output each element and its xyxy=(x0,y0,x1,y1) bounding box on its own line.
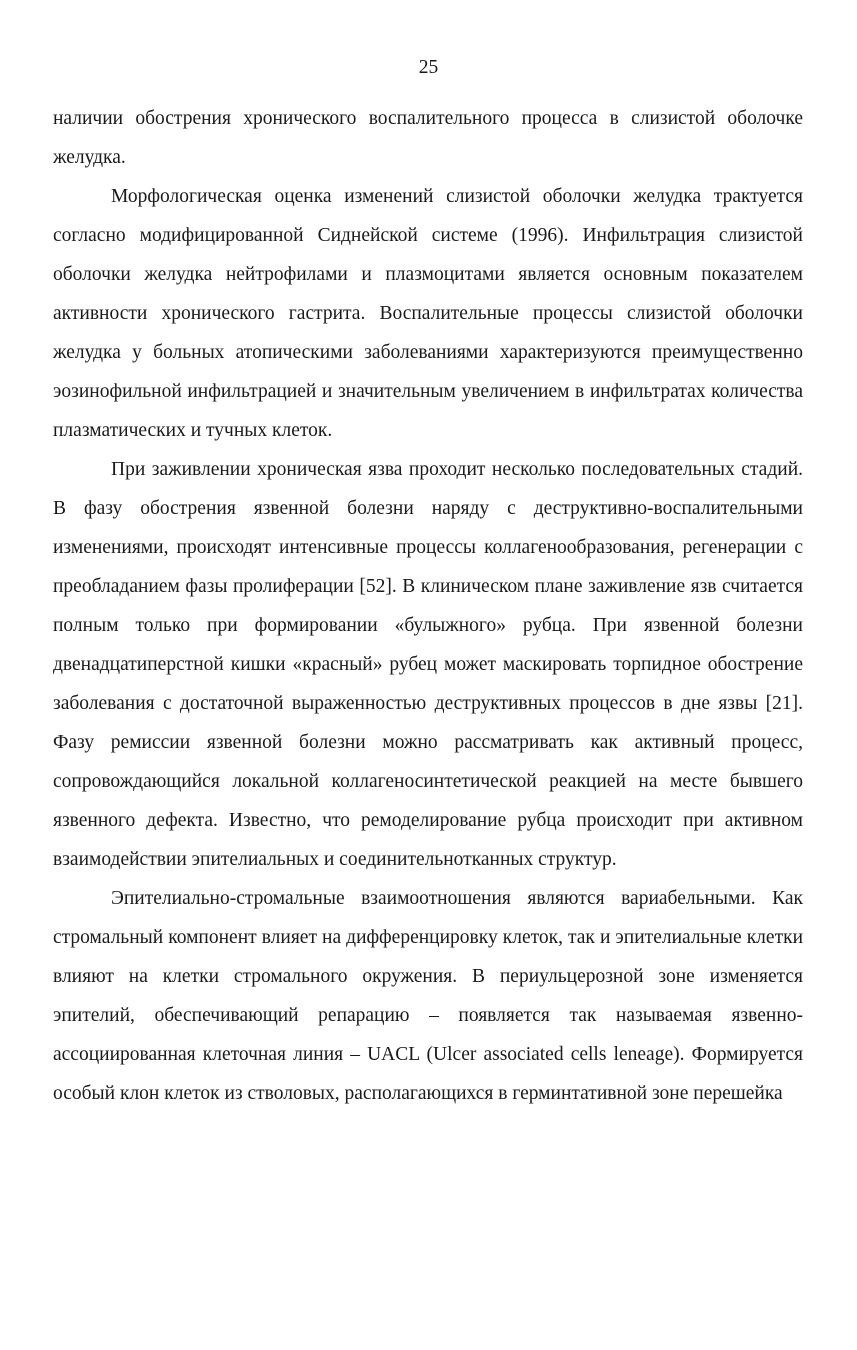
document-body xyxy=(53,99,803,1113)
paragraph-epithelial-stromal: Эпителиально-стромальные взаимоотношения являются вариабельными. Как стромальный компонент влияет на дифференцировку клеток, так и эпителиальные клетки влияют на клетки стромального окружения. В периульцерозной зоне изменяется эпителий, обеспечивающий репарацию – появляется так называемая язвенно-ассоциированная клеточная линия – UACL (Ulcer associated cells leneage). Формируется особый клон клеток из стволовых, располагающихся в герминтативной зоне перешейка xyxy=(53,888,803,1104)
paragraph-continuation: наличии обострения хронического воспалительного процесса в слизистой оболочке желудка. xyxy=(53,108,803,168)
page-number: 25 xyxy=(418,57,439,78)
paragraph-ulcer-healing: При заживлении хроническая язва проходит несколько последовательных стадий. В фазу обострения язвенной болезни наряду с деструктивно-воспалительными изменениями, происходят интенсивные процессы коллагенообразования, регенерации с преобладанием фазы пролиферации [52]. В клиническом плане заживление язв считается полным только при формировании «булыжного» рубца. При язвенной болезни двенадцатиперстной кишки «красный» рубец может маскировать торпидное обострение заболевания с достаточной выраженностью деструктивных процессов в дне язвы [21]. Фазу ремиссии язвенной болезни можно рассматривать как активный процесс, сопровождающийся локальной коллагеносинтетической реакцией на месте бывшего язвенного дефекта. Известно, что ремоделирование рубца происходит при активном взаимодействии эпителиальных и соединительнотканных структур. xyxy=(53,459,803,870)
paragraph-morphology: Морфологическая оценка изменений слизистой оболочки желудка трактуется согласно модифицированной Сиднейской системе (1996). Инфильтрация слизистой оболочки желудка нейтрофилами и плазмоцитами является основным показателем активности хронического гастрита. Воспалительные процессы слизистой оболочки желудка у больных атопическими заболеваниями характеризуются преимущественно эозинофильной инфильтрацией и значительным увеличением в инфильтратах количества плазматических и тучных клеток. xyxy=(53,186,803,441)
